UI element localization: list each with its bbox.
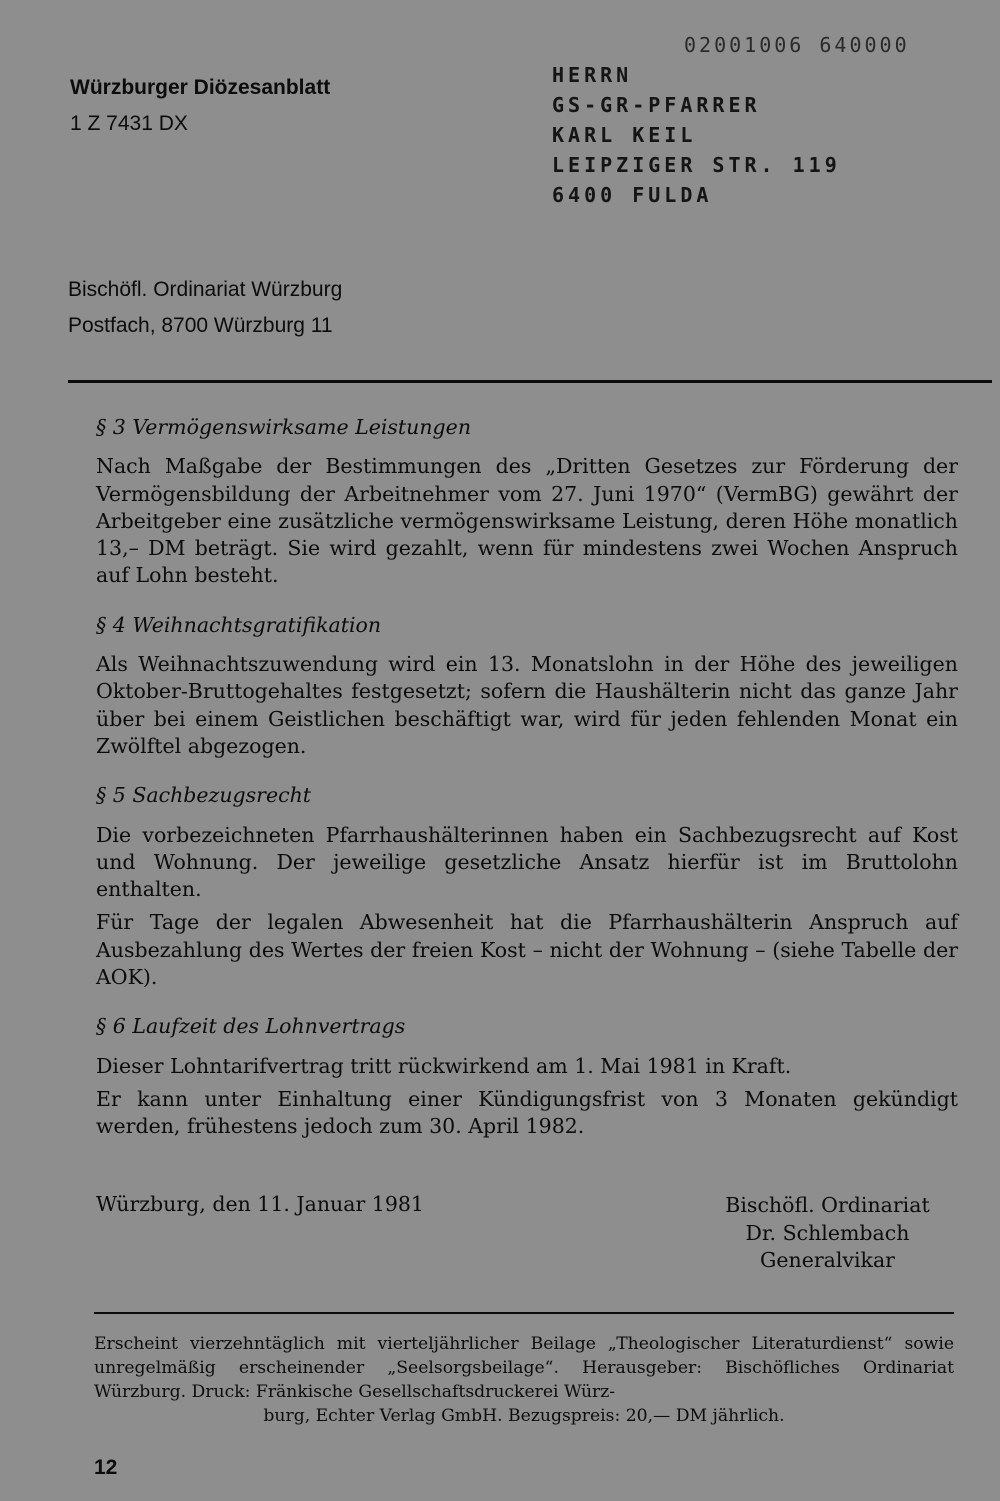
footer-text-last: burg, Echter Verlag GmbH. Bezugspreis: 20,— DM jährlich. [263, 1406, 785, 1426]
publication-code: 1 Z 7431 DX [70, 112, 188, 135]
label-line: 6400 FULDA [552, 183, 713, 207]
section-paragraph: Die vorbezeichneten Pfarrhaushälterinnen haben ein Sachbezugsrecht auf Kost und Wohnung. Der jeweilige gesetzliche Ansatz hierfür ist im Bruttolohn enthalten. [96, 822, 958, 902]
sender-block [68, 272, 342, 344]
section-paragraph: Nach Maßgabe der Bestimmungen des „Dritten Gesetzes zur Förderung der Vermögensbildung der Arbeitnehmer vom 27. Juni 1970“ (VermBG) gewährt der Arbeitgeber eine zusätzliche vermögenswirksame Leistung, deren Höhe monatlich 13,– DM beträgt. Sie wird gezahlt, wenn für mindestens zwei Wochen Anspruch auf Lohn besteht. [96, 454, 958, 588]
section [96, 612, 958, 760]
footer-text: Erscheint vierzehntäglich mit vierteljährlicher Beilage „Theologischer Literaturdienst“ sowie unregelmäßig erscheinender „Seelsorgsbeilage“. Herausgeber: Bischöfliches Ordinariat Würzburg. Druck: Fränkische Gesellschaftsdruckerei Würz- [94, 1334, 954, 1402]
signature-line: Bischöfl. Ordinariat [725, 1193, 930, 1217]
section-heading: § 3 Vermögenswirksame Leistungen [96, 415, 472, 439]
section [96, 1013, 958, 1140]
address-label [552, 30, 910, 210]
signature-line: Dr. Schlembach [745, 1220, 910, 1245]
section [96, 782, 958, 991]
sender-line: Postfach, 8700 Würzburg 11 [68, 314, 333, 337]
page-number: 12 [94, 1456, 118, 1479]
footer-imprint [94, 1332, 954, 1428]
section-heading: § 6 Laufzeit des Lohnvertrags [96, 1014, 406, 1039]
signature-place-date: Würzburg, den 11. Januar 1981 [96, 1192, 424, 1216]
sender-line: Bischöfl. Ordinariat Würzburg [68, 278, 343, 301]
section [96, 414, 958, 590]
section-paragraph: Als Weihnachtszuwendung wird ein 13. Monatslohn in der Höhe des jeweiligen Oktober-Bruttogehaltes festgesetzt; sofern die Haushälterin nicht das ganze Jahr über bei einem Geistlichen beschäftigt war, wird für jeden fehlenden Monat ein Zwölftel abgezogen. [96, 652, 958, 758]
section-paragraph: Dieser Lohntarifvertrag tritt rückwirkend am 1. Mai 1981 in Kraft. [96, 1053, 792, 1078]
label-line: KARL KEIL [552, 123, 697, 147]
label-line: GS-GR-PFARRER [552, 93, 761, 117]
top-divider [68, 380, 992, 383]
label-line: HERRN [552, 63, 633, 87]
document-body [96, 414, 958, 1163]
label-line: LEIPZIGER STR. 119 [552, 153, 841, 177]
signature-line: Generalvikar [759, 1248, 895, 1272]
section-paragraph: Für Tage der legalen Abwesenheit hat die Pfarrhaushälterin Anspruch auf Ausbezahlung des Wertes der freien Kost – nicht der Wohnung – (siehe Tabelle der AOK). [96, 910, 958, 990]
footer-divider [94, 1312, 954, 1314]
signature-block [690, 1192, 965, 1275]
publication-title: Würzburger Diözesanblatt [70, 76, 331, 99]
section-paragraph: Er kann unter Einhaltung einer Kündigungsfrist von 3 Monaten gekündigt werden, frühestens jedoch zum 30. April 1982. [96, 1086, 958, 1139]
label-top-code: 02001006 640000 [684, 33, 910, 57]
section-heading: § 5 Sachbezugsrecht [96, 783, 312, 808]
section-heading: § 4 Weihnachtsgratifikation [96, 612, 382, 637]
